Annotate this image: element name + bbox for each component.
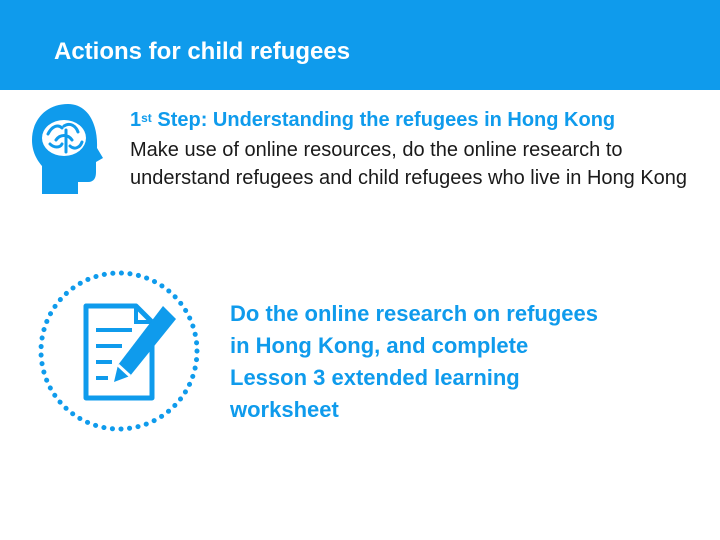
step-title-rest: Step: Understanding the refugees in Hong Kong [151, 109, 616, 131]
header-bar [0, 0, 720, 90]
step-section [130, 106, 720, 192]
step-title-ordinal: 1 [130, 109, 142, 131]
step-description: Make use of online resources, do the online research to understand refugees and child refugees who live in Hong Kong [130, 139, 688, 189]
head-brain-icon [28, 100, 108, 200]
step-title-suffix: st [141, 111, 152, 125]
worksheet-pencil-icon [36, 268, 202, 434]
worksheet-task-text: Do the online research on refugees in Hong Kong, and complete Lesson 3 extended learning worksheet [230, 301, 598, 422]
page-title: Actions for child refugees [54, 38, 351, 65]
step-title [130, 106, 720, 134]
